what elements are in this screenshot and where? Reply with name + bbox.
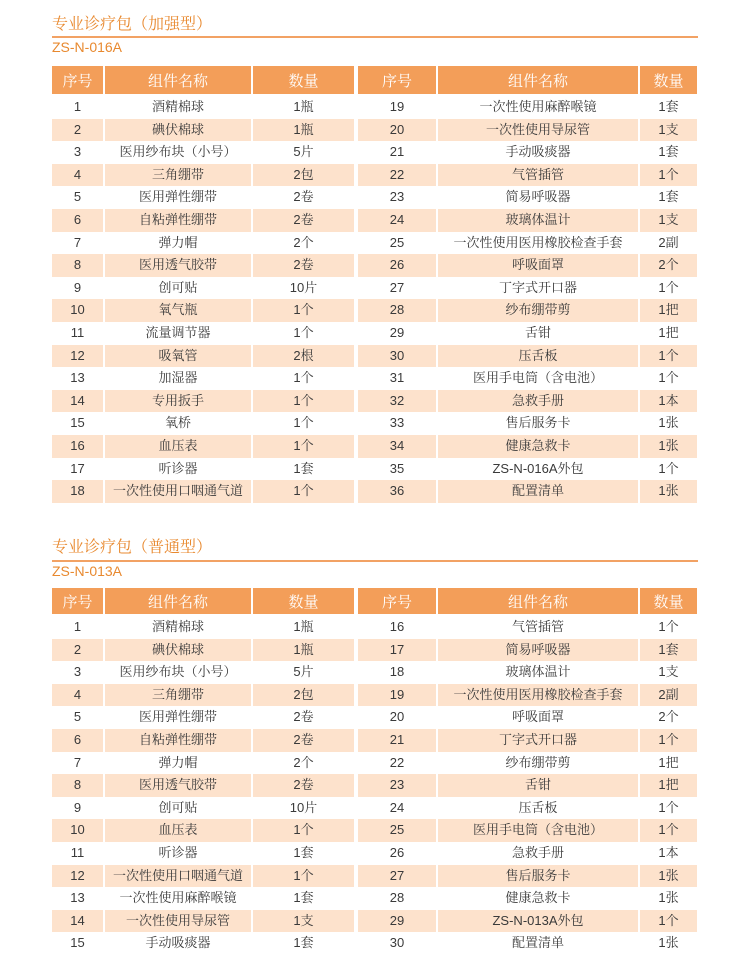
- table-row: [358, 367, 697, 390]
- component-name: 加湿器: [105, 367, 253, 390]
- component-quantity: 1套: [640, 96, 697, 119]
- component-quantity: 2卷: [253, 254, 354, 277]
- component-quantity: 1个: [640, 345, 697, 368]
- table-row: [358, 910, 697, 933]
- table-row: [358, 299, 697, 322]
- component-quantity: 1张: [640, 865, 697, 888]
- component-quantity: 1套: [640, 141, 697, 164]
- table-header-row: [358, 588, 697, 616]
- table-row: [358, 254, 697, 277]
- row-number: 27: [358, 277, 438, 300]
- row-number: 33: [358, 412, 438, 435]
- row-number: 28: [358, 299, 438, 322]
- component-name: 手动吸痰器: [105, 932, 253, 955]
- component-name: 一次性使用医用橡胶检查手套: [438, 684, 640, 707]
- component-name: 弹力帽: [105, 752, 253, 775]
- component-name: 呼吸面罩: [438, 706, 640, 729]
- table-row: [52, 819, 354, 842]
- table-row: [52, 932, 354, 955]
- component-quantity: 5片: [253, 661, 354, 684]
- component-name: 血压表: [105, 819, 253, 842]
- component-name: ZS-N-016A外包: [438, 458, 640, 481]
- row-number: 8: [52, 254, 105, 277]
- table-row: [358, 390, 697, 413]
- component-quantity: 1瓶: [253, 616, 354, 639]
- component-name: 听诊器: [105, 842, 253, 865]
- row-number: 26: [358, 842, 438, 865]
- table-row: [52, 412, 354, 435]
- table-header-row: [358, 66, 697, 96]
- component-quantity: 1支: [253, 910, 354, 933]
- component-quantity: 1把: [640, 322, 697, 345]
- row-number: 3: [52, 661, 105, 684]
- component-quantity: 1本: [640, 390, 697, 413]
- table-row: [358, 842, 697, 865]
- table-row: [52, 435, 354, 458]
- table-row: [358, 435, 697, 458]
- row-number: 5: [52, 186, 105, 209]
- table-row: [52, 887, 354, 910]
- section-title: 专业诊疗包（加强型）: [52, 16, 213, 33]
- table-row: [52, 752, 354, 775]
- header-qty: 数量: [253, 66, 354, 96]
- table-row: [358, 752, 697, 775]
- table-row: [52, 458, 354, 481]
- row-number: 7: [52, 232, 105, 255]
- table-row: [358, 412, 697, 435]
- component-quantity: 1套: [640, 639, 697, 662]
- row-number: 18: [358, 661, 438, 684]
- row-number: 12: [52, 345, 105, 368]
- row-number: 31: [358, 367, 438, 390]
- component-quantity: 1张: [640, 412, 697, 435]
- component-name: 健康急救卡: [438, 887, 640, 910]
- row-number: 35: [358, 458, 438, 481]
- component-name: 玻璃体温计: [438, 209, 640, 232]
- row-number: 1: [52, 96, 105, 119]
- row-number: 19: [358, 96, 438, 119]
- component-quantity: 1个: [253, 299, 354, 322]
- row-number: 29: [358, 910, 438, 933]
- row-number: 6: [52, 209, 105, 232]
- component-quantity: 1个: [640, 458, 697, 481]
- table-row: [52, 96, 354, 119]
- component-name: 氧桥: [105, 412, 253, 435]
- table-row: [52, 141, 354, 164]
- component-quantity: 1套: [253, 932, 354, 955]
- header-no: 序号: [52, 588, 105, 616]
- table-row: [52, 842, 354, 865]
- component-quantity: 1个: [640, 164, 697, 187]
- section-model-code: ZS-N-016A: [52, 39, 123, 55]
- component-name: 酒精棉球: [105, 616, 253, 639]
- component-name: 丁字式开口器: [438, 277, 640, 300]
- component-name: 配置清单: [438, 480, 640, 503]
- row-number: 11: [52, 322, 105, 345]
- row-number: 9: [52, 797, 105, 820]
- section-divider: [52, 36, 698, 38]
- component-quantity: 1张: [640, 480, 697, 503]
- header-no: 序号: [52, 66, 105, 96]
- row-number: 4: [52, 684, 105, 707]
- component-quantity: 1张: [640, 435, 697, 458]
- component-quantity: 10片: [253, 797, 354, 820]
- component-name: 医用弹性绷带: [105, 706, 253, 729]
- table-row: [52, 254, 354, 277]
- header-qty: 数量: [253, 588, 354, 616]
- component-quantity: 1个: [253, 367, 354, 390]
- component-quantity: 2根: [253, 345, 354, 368]
- component-name: 健康急救卡: [438, 435, 640, 458]
- table-row: [358, 774, 697, 797]
- component-quantity: 1个: [253, 480, 354, 503]
- table-row: [52, 277, 354, 300]
- component-name: 压舌板: [438, 345, 640, 368]
- table-row: [52, 299, 354, 322]
- component-name: 氧气瓶: [105, 299, 253, 322]
- table-row: [358, 186, 697, 209]
- component-name: 气管插管: [438, 164, 640, 187]
- row-number: 9: [52, 277, 105, 300]
- component-quantity: 2卷: [253, 774, 354, 797]
- section-model-code: ZS-N-013A: [52, 563, 123, 579]
- component-name: 售后服务卡: [438, 412, 640, 435]
- row-number: 21: [358, 141, 438, 164]
- section-2-right-table: [358, 588, 697, 955]
- component-quantity: 1个: [640, 797, 697, 820]
- row-number: 29: [358, 322, 438, 345]
- component-quantity: 1个: [253, 865, 354, 888]
- row-number: 25: [358, 819, 438, 842]
- row-number: 2: [52, 639, 105, 662]
- row-number: 14: [52, 910, 105, 933]
- row-number: 16: [52, 435, 105, 458]
- component-quantity: 2包: [253, 164, 354, 187]
- component-name: 创可贴: [105, 277, 253, 300]
- table-row: [52, 322, 354, 345]
- row-number: 24: [358, 797, 438, 820]
- table-row: [358, 797, 697, 820]
- header-no: 序号: [358, 66, 438, 96]
- component-quantity: 1套: [253, 458, 354, 481]
- table-row: [358, 119, 697, 142]
- table-row: [52, 209, 354, 232]
- component-quantity: 1本: [640, 842, 697, 865]
- component-name: 急救手册: [438, 842, 640, 865]
- component-quantity: 1瓶: [253, 96, 354, 119]
- component-quantity: 2副: [640, 684, 697, 707]
- table-row: [358, 865, 697, 888]
- table-row: [358, 684, 697, 707]
- component-quantity: 1套: [253, 842, 354, 865]
- table-row: [52, 661, 354, 684]
- row-number: 6: [52, 729, 105, 752]
- table-row: [52, 706, 354, 729]
- component-name: 纱布绷带剪: [438, 752, 640, 775]
- component-name: 简易呼吸器: [438, 186, 640, 209]
- component-name: 碘伏棉球: [105, 119, 253, 142]
- component-name: 医用弹性绷带: [105, 186, 253, 209]
- component-quantity: 1个: [253, 819, 354, 842]
- component-quantity: 1把: [640, 752, 697, 775]
- component-name: 简易呼吸器: [438, 639, 640, 662]
- row-number: 23: [358, 186, 438, 209]
- row-number: 17: [52, 458, 105, 481]
- component-name: 酒精棉球: [105, 96, 253, 119]
- component-name: 弹力帽: [105, 232, 253, 255]
- table-row: [358, 729, 697, 752]
- component-name: 一次性使用口咽通气道: [105, 865, 253, 888]
- row-number: 10: [52, 299, 105, 322]
- row-number: 24: [358, 209, 438, 232]
- table-row: [52, 232, 354, 255]
- row-number: 18: [52, 480, 105, 503]
- table-header-row: [52, 588, 354, 616]
- table-row: [52, 616, 354, 639]
- row-number: 22: [358, 752, 438, 775]
- row-number: 2: [52, 119, 105, 142]
- header-name: 组件名称: [438, 66, 640, 96]
- component-quantity: 1个: [253, 435, 354, 458]
- row-number: 28: [358, 887, 438, 910]
- row-number: 26: [358, 254, 438, 277]
- row-number: 36: [358, 480, 438, 503]
- component-name: 一次性使用导尿管: [438, 119, 640, 142]
- row-number: 19: [358, 684, 438, 707]
- component-quantity: 2个: [640, 706, 697, 729]
- component-name: 碘伏棉球: [105, 639, 253, 662]
- header-qty: 数量: [640, 66, 697, 96]
- row-number: 23: [358, 774, 438, 797]
- table-row: [52, 910, 354, 933]
- row-number: 13: [52, 887, 105, 910]
- row-number: 13: [52, 367, 105, 390]
- component-name: 呼吸面罩: [438, 254, 640, 277]
- table-row: [358, 639, 697, 662]
- component-name: 流量调节器: [105, 322, 253, 345]
- component-quantity: 1个: [640, 616, 697, 639]
- component-quantity: 1个: [253, 390, 354, 413]
- section-divider: [52, 560, 698, 562]
- table-row: [52, 164, 354, 187]
- row-number: 30: [358, 932, 438, 955]
- table-row: [358, 164, 697, 187]
- component-name: 自粘弹性绷带: [105, 209, 253, 232]
- header-name: 组件名称: [105, 66, 253, 96]
- table-row: [358, 232, 697, 255]
- row-number: 11: [52, 842, 105, 865]
- component-quantity: 1支: [640, 209, 697, 232]
- row-number: 7: [52, 752, 105, 775]
- table-row: [358, 706, 697, 729]
- table-row: [358, 819, 697, 842]
- row-number: 4: [52, 164, 105, 187]
- component-name: 医用透气胶带: [105, 774, 253, 797]
- component-quantity: 1个: [253, 412, 354, 435]
- header-name: 组件名称: [105, 588, 253, 616]
- table-row: [52, 865, 354, 888]
- component-name: 售后服务卡: [438, 865, 640, 888]
- component-name: 吸氧管: [105, 345, 253, 368]
- component-name: 纱布绷带剪: [438, 299, 640, 322]
- component-name: 医用透气胶带: [105, 254, 253, 277]
- component-quantity: 2个: [253, 752, 354, 775]
- component-name: 专用扳手: [105, 390, 253, 413]
- table-row: [52, 119, 354, 142]
- table-row: [358, 932, 697, 955]
- component-quantity: 1个: [253, 322, 354, 345]
- table-row: [52, 684, 354, 707]
- section-1-right-table: [358, 66, 697, 503]
- row-number: 15: [52, 412, 105, 435]
- table-row: [52, 639, 354, 662]
- table-row: [52, 345, 354, 368]
- component-name: 医用手电筒（含电池）: [438, 819, 640, 842]
- table-row: [52, 480, 354, 503]
- table-row: [358, 141, 697, 164]
- component-quantity: 10片: [253, 277, 354, 300]
- component-quantity: 2卷: [253, 186, 354, 209]
- component-name: 创可贴: [105, 797, 253, 820]
- component-name: 听诊器: [105, 458, 253, 481]
- component-name: 三角绷带: [105, 684, 253, 707]
- component-name: 一次性使用麻醉喉镜: [438, 96, 640, 119]
- component-quantity: 1个: [640, 729, 697, 752]
- table-row: [52, 729, 354, 752]
- row-number: 20: [358, 706, 438, 729]
- component-quantity: 1张: [640, 932, 697, 955]
- row-number: 27: [358, 865, 438, 888]
- component-quantity: 1张: [640, 887, 697, 910]
- component-name: 医用纱布块（小号）: [105, 141, 253, 164]
- row-number: 5: [52, 706, 105, 729]
- header-no: 序号: [358, 588, 438, 616]
- table-row: [358, 480, 697, 503]
- section-1-left-table: [52, 66, 354, 503]
- table-row: [52, 367, 354, 390]
- component-quantity: 2卷: [253, 729, 354, 752]
- component-name: 气管插管: [438, 616, 640, 639]
- component-name: 医用纱布块（小号）: [105, 661, 253, 684]
- component-quantity: 2卷: [253, 706, 354, 729]
- row-number: 15: [52, 932, 105, 955]
- component-quantity: 1把: [640, 774, 697, 797]
- component-quantity: 1套: [640, 186, 697, 209]
- component-name: 一次性使用医用橡胶检查手套: [438, 232, 640, 255]
- row-number: 20: [358, 119, 438, 142]
- component-quantity: 1个: [640, 277, 697, 300]
- component-name: 舌钳: [438, 322, 640, 345]
- component-name: ZS-N-013A外包: [438, 910, 640, 933]
- table-row: [358, 277, 697, 300]
- row-number: 22: [358, 164, 438, 187]
- row-number: 17: [358, 639, 438, 662]
- table-row: [358, 209, 697, 232]
- table-row: [358, 96, 697, 119]
- component-name: 三角绷带: [105, 164, 253, 187]
- component-quantity: 2包: [253, 684, 354, 707]
- component-quantity: 1套: [253, 887, 354, 910]
- table-row: [358, 661, 697, 684]
- component-name: 丁字式开口器: [438, 729, 640, 752]
- row-number: 34: [358, 435, 438, 458]
- row-number: 3: [52, 141, 105, 164]
- component-quantity: 1个: [640, 367, 697, 390]
- row-number: 14: [52, 390, 105, 413]
- component-quantity: 5片: [253, 141, 354, 164]
- component-quantity: 2副: [640, 232, 697, 255]
- row-number: 16: [358, 616, 438, 639]
- component-quantity: 1瓶: [253, 119, 354, 142]
- component-name: 一次性使用麻醉喉镜: [105, 887, 253, 910]
- row-number: 30: [358, 345, 438, 368]
- component-quantity: 1把: [640, 299, 697, 322]
- component-name: 压舌板: [438, 797, 640, 820]
- component-quantity: 2个: [640, 254, 697, 277]
- table-row: [358, 345, 697, 368]
- section-title: 专业诊疗包（普通型）: [52, 539, 213, 556]
- component-quantity: 2个: [253, 232, 354, 255]
- component-quantity: 1瓶: [253, 639, 354, 662]
- component-quantity: 2卷: [253, 209, 354, 232]
- component-quantity: 1支: [640, 661, 697, 684]
- table-row: [52, 390, 354, 413]
- component-name: 手动吸痰器: [438, 141, 640, 164]
- component-name: 舌钳: [438, 774, 640, 797]
- component-name: 血压表: [105, 435, 253, 458]
- table-row: [358, 887, 697, 910]
- row-number: 10: [52, 819, 105, 842]
- table-row: [52, 186, 354, 209]
- row-number: 32: [358, 390, 438, 413]
- section-2-left-table: [52, 588, 354, 955]
- component-name: 一次性使用口咽通气道: [105, 480, 253, 503]
- row-number: 25: [358, 232, 438, 255]
- header-qty: 数量: [640, 588, 697, 616]
- table-row: [52, 797, 354, 820]
- table-row: [52, 774, 354, 797]
- component-name: 玻璃体温计: [438, 661, 640, 684]
- component-quantity: 1个: [640, 819, 697, 842]
- table-header-row: [52, 66, 354, 96]
- row-number: 21: [358, 729, 438, 752]
- component-name: 医用手电筒（含电池）: [438, 367, 640, 390]
- row-number: 1: [52, 616, 105, 639]
- component-name: 自粘弹性绷带: [105, 729, 253, 752]
- row-number: 8: [52, 774, 105, 797]
- component-quantity: 1个: [640, 910, 697, 933]
- component-name: 配置清单: [438, 932, 640, 955]
- row-number: 12: [52, 865, 105, 888]
- component-name: 急救手册: [438, 390, 640, 413]
- table-row: [358, 458, 697, 481]
- table-row: [358, 616, 697, 639]
- component-quantity: 1支: [640, 119, 697, 142]
- header-name: 组件名称: [438, 588, 640, 616]
- component-name: 一次性使用导尿管: [105, 910, 253, 933]
- table-row: [358, 322, 697, 345]
